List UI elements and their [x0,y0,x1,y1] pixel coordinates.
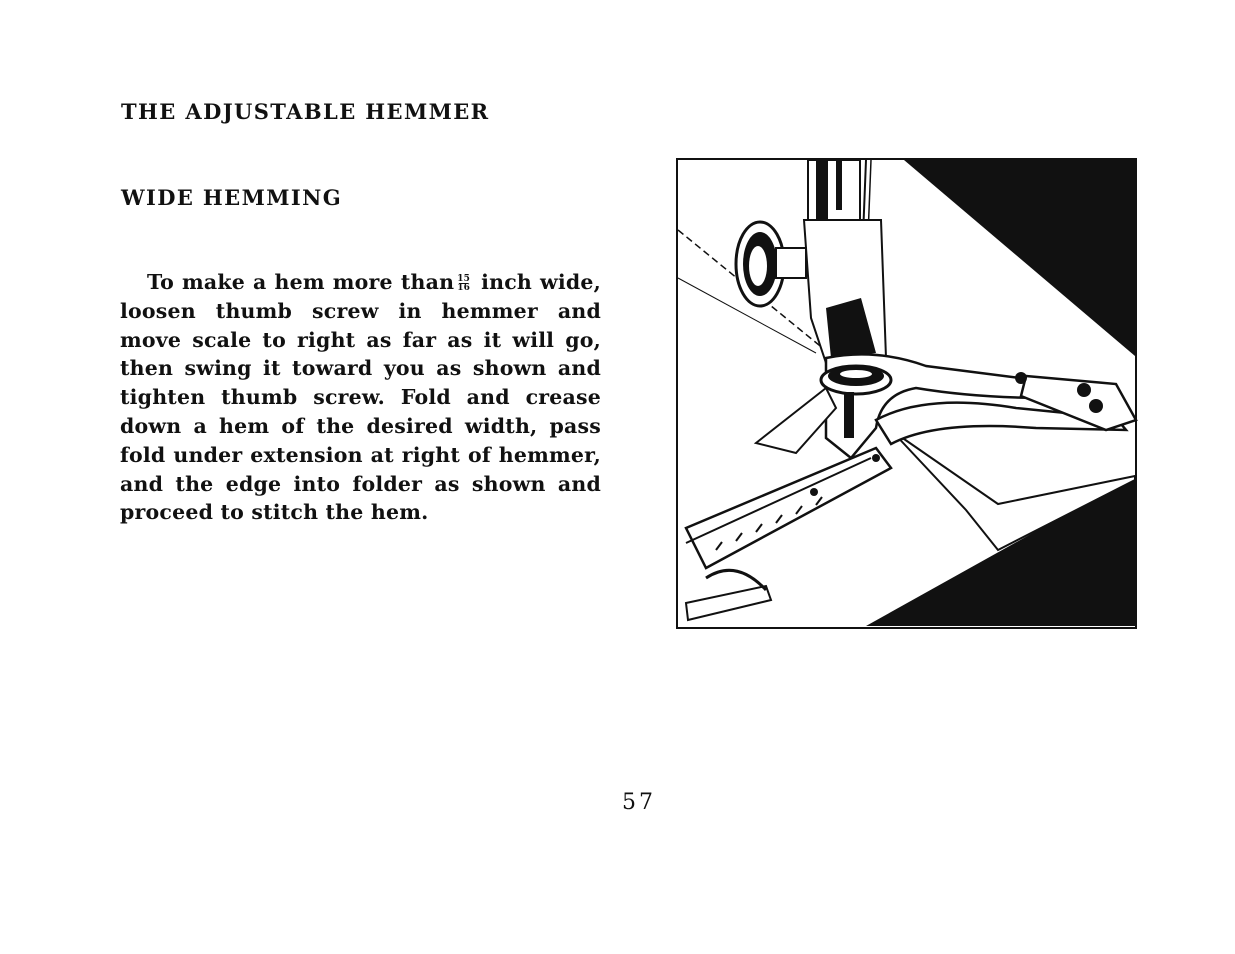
page-title: THE ADJUSTABLE HEMMER [121,99,490,124]
page-number: 57 [622,790,656,815]
fraction-fifteen-sixteenths [457,275,470,292]
hemmer-illustration [676,158,1138,630]
paragraph-text-start: To make a hem more than [147,270,455,294]
fraction-numerator: 15 [457,274,471,284]
fraction-denominator: 16 [457,283,471,293]
section-heading: WIDE HEMMING [121,185,343,210]
instruction-paragraph [120,268,601,527]
paragraph-text-rest: inch wide, loosen thumb screw in hemmer and move scale to right as far as it will go, then swing it toward you as shown and tighten thumb screw. Fold and crease down a hem of the desired width, pass fold under extension at right of hemmer, and the edge into folder as shown and proceed to stitch the hem. [120,270,601,525]
